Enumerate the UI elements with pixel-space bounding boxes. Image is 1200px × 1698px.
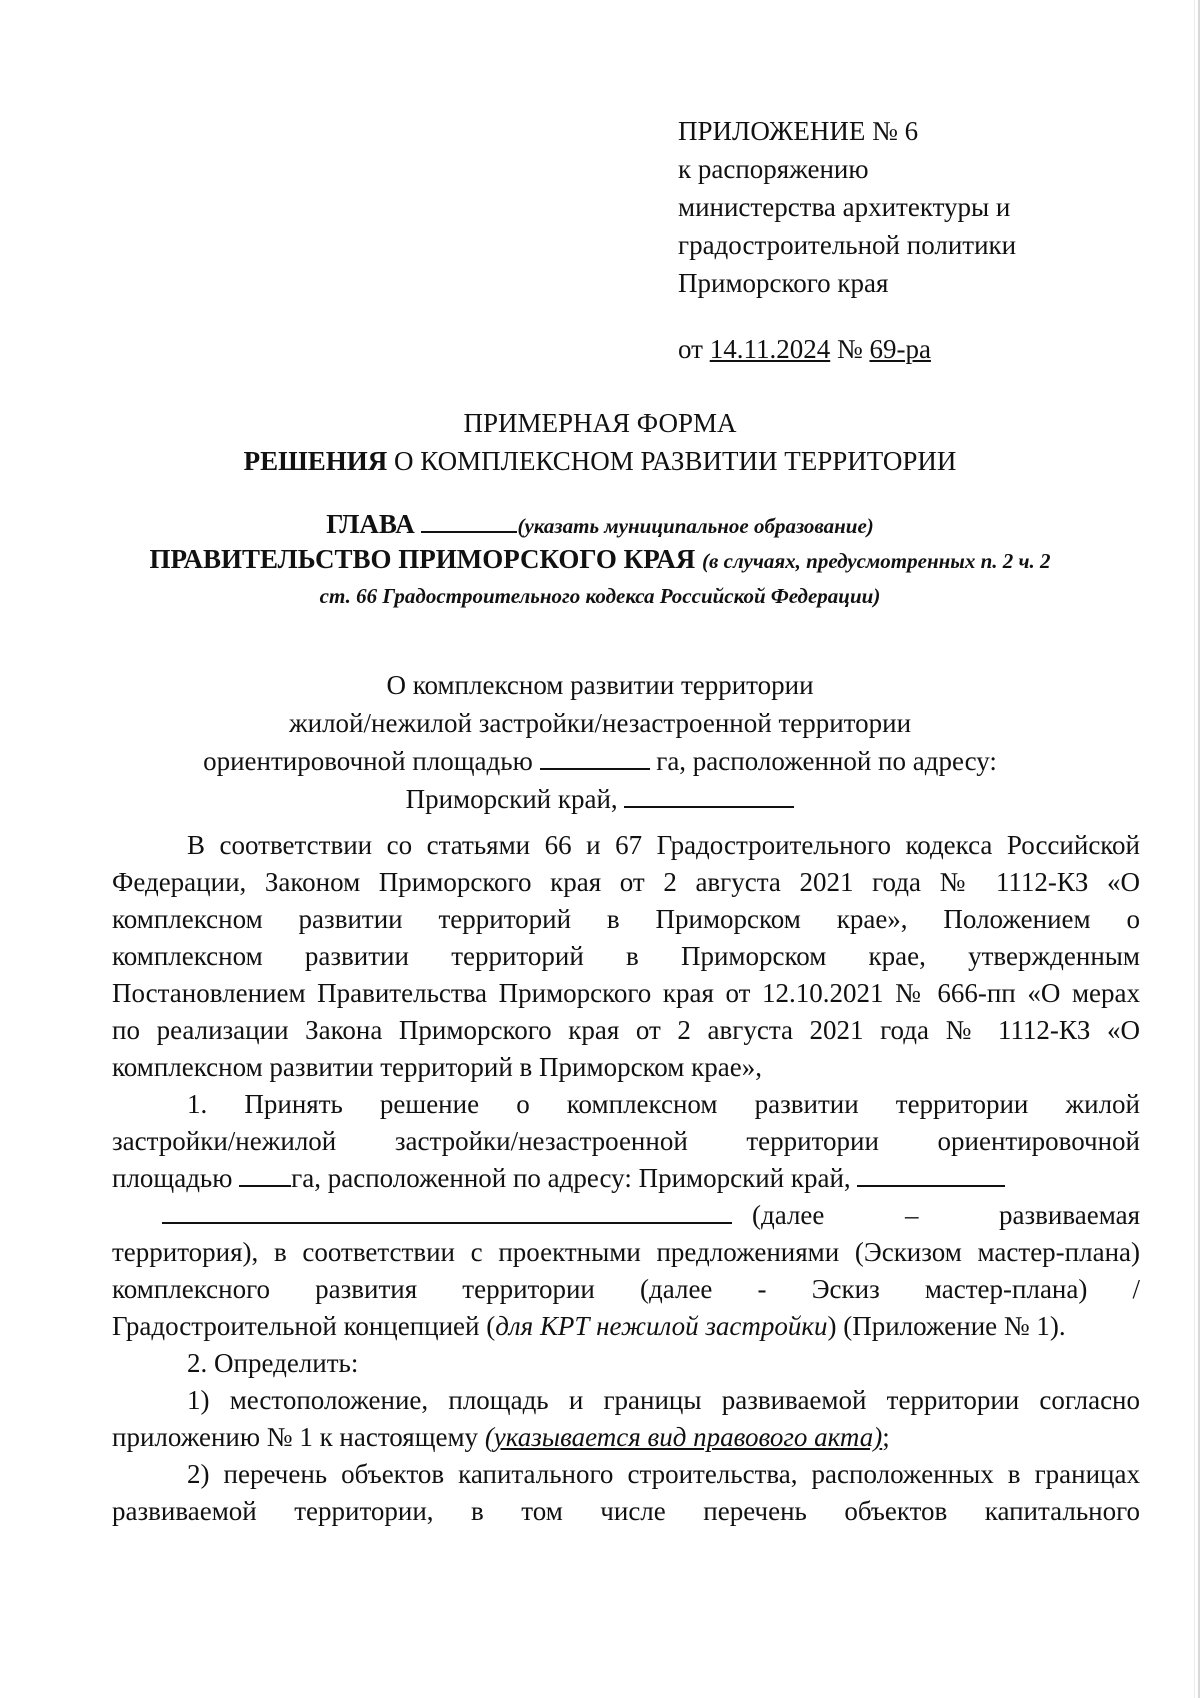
item1-address-blank xyxy=(857,1159,1005,1187)
subject-line-4 xyxy=(0,780,1200,818)
item1-concept-note: для КРТ нежилой застройки xyxy=(495,1311,828,1341)
page-edge-shadow xyxy=(1194,0,1195,1698)
item1-address-label: га, расположенной по адресу: Приморский край, xyxy=(291,1163,851,1193)
item1-line: территория), в соответствии с проектными предложениями (Эскизом мастер-плана) xyxy=(112,1237,1140,1267)
government-note-2: ст. 66 Градостроительного кодекса Российской Федерации) xyxy=(319,584,881,608)
preamble-line: В соответствии со статьями 66 и 67 Градостроительного кодекса Российской xyxy=(187,830,1140,860)
subject-address-label: га, расположенной по адресу: xyxy=(656,746,997,776)
title-line-2 xyxy=(0,442,1200,480)
subitem2-line: 2) перечень объектов капитального строительства, расположенных в границах xyxy=(187,1459,1140,1489)
paragraph-subitem-1 xyxy=(112,1381,1140,1455)
appendix-title: ПРИЛОЖЕНИЕ № 6 xyxy=(678,116,919,146)
appendix-block xyxy=(678,112,1098,368)
subitem1-end: ; xyxy=(882,1422,890,1452)
preamble-line: комплексном развитии территорий в Приморском крае, утвержденным xyxy=(112,941,1140,971)
item1-appendix-ref: ) (Приложение № 1). xyxy=(827,1311,1066,1341)
subject-line-3 xyxy=(0,742,1200,780)
subitem1-act-note: (указывается вид правового акта) xyxy=(484,1422,883,1452)
glava-note: (указать муниципальное образование) xyxy=(517,514,874,538)
government-note-line xyxy=(0,575,1200,610)
glava-label: ГЛАВА xyxy=(326,509,415,539)
subitem1-line xyxy=(112,1418,1140,1455)
number-prefix: № xyxy=(836,334,863,364)
appendix-date-line xyxy=(678,330,1098,368)
item1-hereinafter: (далее – развиваемая xyxy=(752,1200,1140,1230)
area-blank xyxy=(540,742,650,770)
government-line xyxy=(0,540,1200,575)
subitem2-line: развиваемой территории, в том числе перечень объектов капитального xyxy=(112,1496,1140,1526)
preamble-line: Федерации, Законом Приморского края от 2 августа 2021 года № 1112-КЗ «О xyxy=(112,867,1140,897)
glava-line xyxy=(0,505,1200,540)
item1-line xyxy=(112,1196,1140,1233)
preamble-line: Постановлением Правительства Приморского края от 12.10.2021 № 666-пп «О мерах xyxy=(112,978,1140,1008)
issuer-heading xyxy=(0,505,1200,610)
title-line-1: ПРИМЕРНАЯ ФОРМА xyxy=(463,408,737,438)
subject-line-2: жилой/нежилой застройки/незастроенной территории xyxy=(288,708,912,738)
title-bold-word: РЕШЕНИЯ xyxy=(243,446,388,476)
document-body xyxy=(112,826,1140,1529)
item1-line: комплексного развития территории (далее - Эскиз мастер-плана) / xyxy=(112,1274,1140,1304)
subject-line-1: О комплексном развитии территории xyxy=(386,670,814,700)
appendix-number: 69-ра xyxy=(869,334,931,364)
paragraph-subitem-2 xyxy=(112,1455,1140,1529)
paragraph-preamble xyxy=(112,826,1140,1085)
preamble-line: комплексном развитии территорий в Приморском крае», xyxy=(112,1052,762,1082)
paragraph-item-1 xyxy=(112,1085,1140,1344)
appendix-line: градостроительной политики xyxy=(678,230,1017,260)
preamble-line: по реализации Закона Приморского края от 2 августа 2021 года № 1112-КЗ «О xyxy=(112,1015,1140,1045)
address-blank xyxy=(624,780,794,808)
subject-region: Приморский край, xyxy=(405,784,618,814)
preamble-line: комплексном развитии территорий в Приморском крае», Положением о xyxy=(112,904,1140,934)
item1-concept-label: Градостроительной концепцией ( xyxy=(112,1311,496,1341)
glava-blank xyxy=(421,505,517,533)
appendix-line: Приморского края xyxy=(678,268,889,298)
government-label: ПРАВИТЕЛЬСТВО ПРИМОРСКОГО КРАЯ xyxy=(149,544,696,574)
item1-line: застройки/нежилой застройки/незастроенной территории ориентировочной xyxy=(112,1126,1140,1156)
item1-line: 1. Принять решение о комплексном развитии территории жилой xyxy=(187,1089,1140,1119)
item1-line xyxy=(112,1307,1140,1344)
decision-subject xyxy=(0,666,1200,818)
document-title xyxy=(0,404,1200,480)
title-rest: О КОМПЛЕКСНОМ РАЗВИТИИ ТЕРРИТОРИИ xyxy=(394,446,957,476)
government-note-1: (в случаях, предусмотренных п. 2 ч. 2 xyxy=(702,549,1051,573)
item1-address-blank-2 xyxy=(162,1196,732,1224)
subject-area-label: ориентировочной площадью xyxy=(203,746,533,776)
appendix-line: к распоряжению xyxy=(678,154,869,184)
item1-line xyxy=(112,1159,1140,1196)
date-prefix: от xyxy=(678,334,703,364)
item1-area-blank xyxy=(239,1159,291,1187)
paragraph-item-2: 2. Определить: xyxy=(187,1348,359,1378)
appendix-line: министерства архитектуры и xyxy=(678,192,1011,222)
item1-area-label: площадью xyxy=(112,1163,233,1193)
subitem1-text: приложению № 1 к настоящему xyxy=(112,1422,479,1452)
subitem1-line: 1) местоположение, площадь и границы развиваемой территории согласно xyxy=(187,1385,1140,1415)
appendix-date: 14.11.2024 xyxy=(709,334,831,364)
